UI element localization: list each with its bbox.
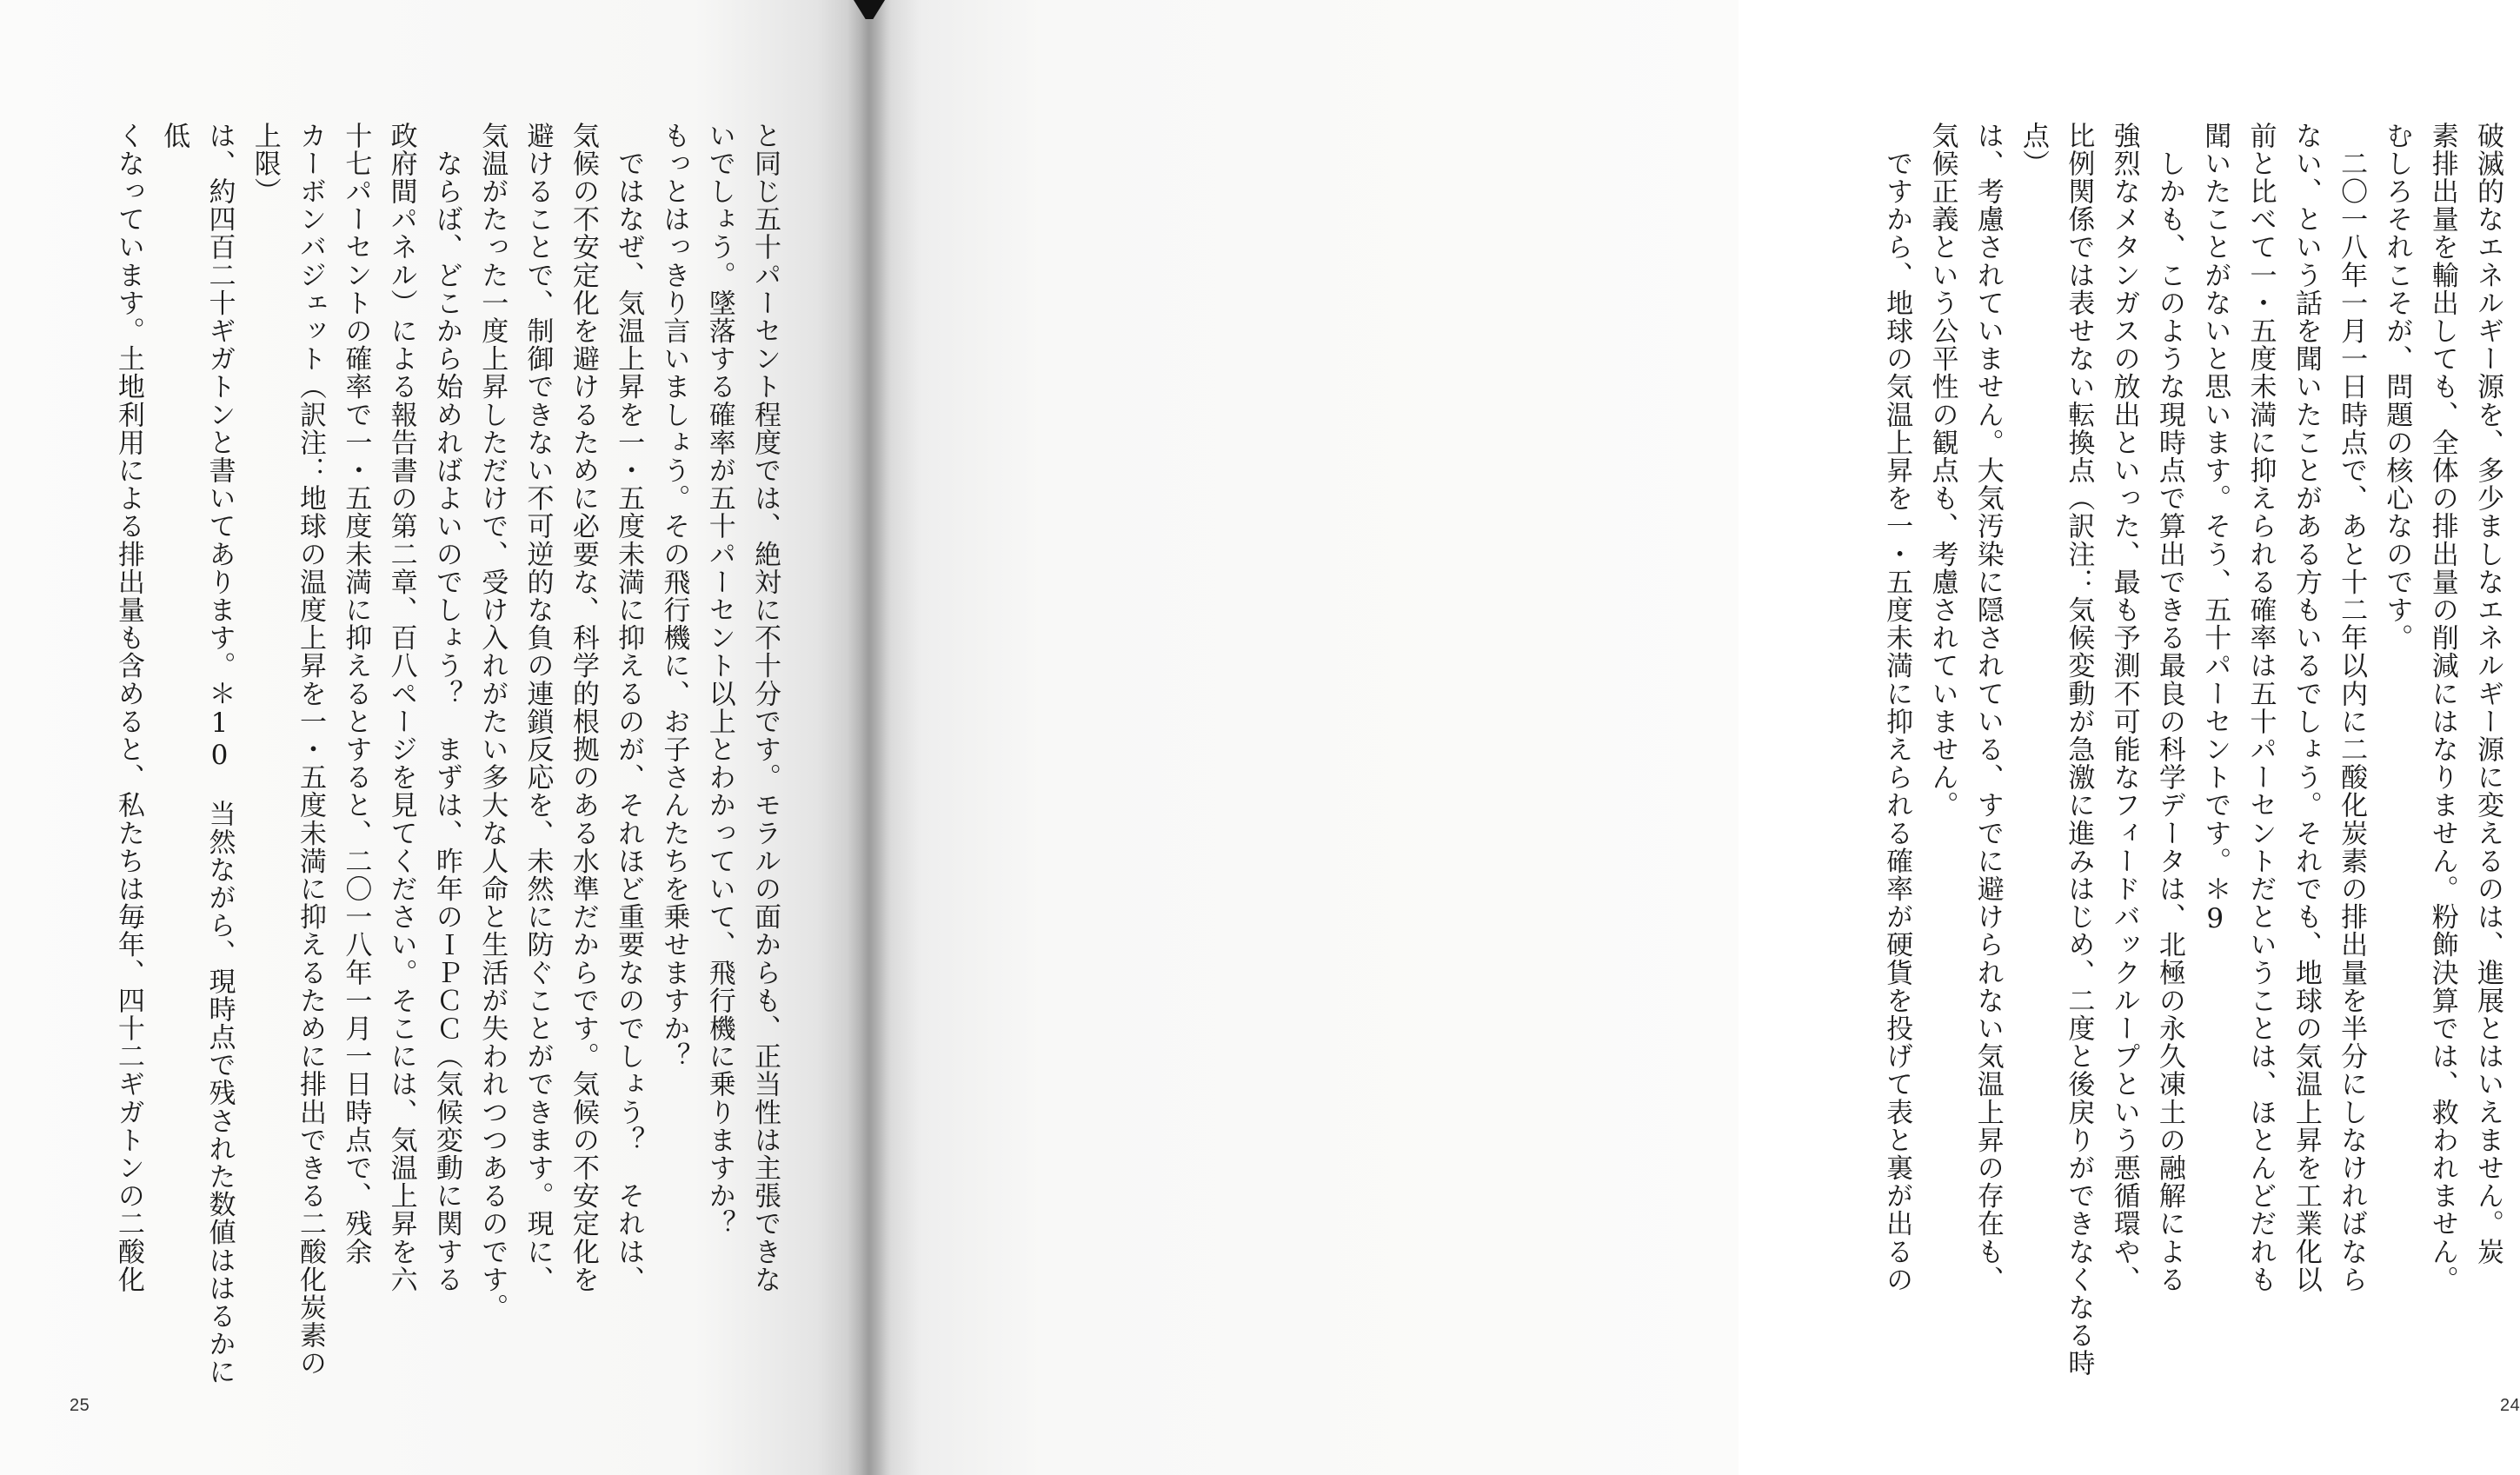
right-page [869,0,2520,1475]
right-page-number: 24 [2500,1396,2520,1415]
left-page-body-text: と同じ五十パーセント程度では、絶対に不十分です。モラルの面からも、正当性は主張できな いでしょう。墜落する確率が五十パーセント以上とわかっていて、飛行機に乗りますか？ もっとはっきり言いましょう。その飛行機に、お子さんたちを乗せますか？ ではなぜ、気温上昇を一・五度未満に抑えるのが、それほど重要なのでしょう？ それは、 気候の不安定化を避けるために必要な、科学的根拠のある水準だからです。気候の不安定化を 避けることで、制御できない不可逆的な負の連鎖反応を、未然に防ぐことができます。現に、 気温がたった一度上昇しただけで、受け入れがたい多大な人命と生活が失われつつあるのです。 ならば、どこから始めればよいのでしょう？ まずは、昨年のＩＰＣＣ（気候変動に関する 政府間パネル）による報告書の第二章、百八ページを見てください。そこには、気温上昇を六 十七パーセントの確率で一・五度未満に抑えるとすると、二〇一八年一月一日時点で、残余 カーボンバジェット（訳注：地球の温度上昇を一・五度未満に抑えるために排出できる二酸化炭素の上限） は、約四百二十ギガトンと書いてあります。＊10 当然ながら、現時点で残された数値ははるかに低 くなっています。土地利用による排出量も含めると、私たちは毎年、四十二ギガトンの二酸化 [112,122,781,1386]
left-page [0,0,869,1475]
right-page-body-text: 破滅的なエネルギー源を、多少ましなエネルギー源に変えるのは、進展とはいえません。炭 素排出量を輸出しても、全体の排出量の削減にはなりません。粉飾決算では、救われません。 むしろそれこそが、問題の核心なのです。 二〇一八年一月一日時点で、あと十二年以内に二酸化炭素の排出量を半分にしなければなら ない、という話を聞いたことがある方もいるでしょう。それでも、地球の気温上昇を工業化以 前と比べて一・五度未満に抑えられる確率は五十パーセントだということは、ほとんどだれも 聞いたことがないと思います。そう、五十パーセントです。＊9 しかも、このような現時点で算出できる最良の科学データは、北極の永久凍土の融解による 強烈なメタンガスの放出といった、最も予測不可能なフィードバックループという悪循環や、 比例関係では表せない転換点（訳注：気候変動が急激に進みはじめ、二度と後戻りができなくなる時点） は、考慮されていません。大気汚染に隠されている、すでに避けられない気温上昇の存在も、 気候正義という公平性の観点も、考慮されていません。 ですから、地球の気温上昇を一・五度未満に抑えられる確率が硬貨を投げて表と裏が出るの [1881,122,2503,1378]
left-page-number: 25 [70,1396,90,1415]
